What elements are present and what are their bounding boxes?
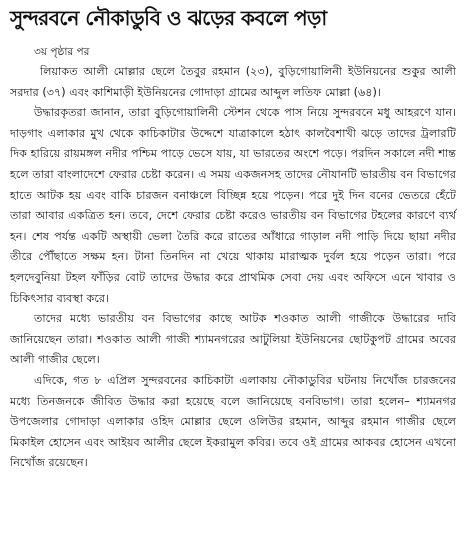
headline: সুন্দরবনে নৌকাডুবি ও ঝড়ের কবলে পড়া bbox=[10, 6, 327, 30]
paragraph: তাদের মধ্যে ভারতীয় বন বিভাগের কাছে আটক শওকাত আলী গাজীকে উদ্ধারের দাবি জানিয়েছেন তারা। শওকাত আলী গাজী শ্যামনগরের আটুলিয়া ইউনিয়নের ছোটকুপট গ্রামের অবের আলী গাজীর ছেলে। bbox=[10, 312, 456, 367]
paragraph: এদিকে, গত ৮ এপ্রিল সুন্দরবনের কাচিকাটা এলাকায় নৌকাডুবির ঘটনায় নিখোঁজ চারজনের মধ্যে তিনজনকে জীবিত উদ্ধার করা হয়েছে বলে জানিয়েছে বনবিভাগ। তারা হলেন– শ্যামনগর উপজেলার গোদাড়া এলাকার ওহিদ মোল্লার ছেলে ওলিউর রহমান, আব্দুর রহমান গাজীর ছেলে মিকাইল হোসেন এবং আইয়ব আলীর ছেলে ইকরামুল কবির। তবে ওই গ্রামের আকবর হোসেন এখনো নিখোঁজ রয়েছেন। bbox=[10, 373, 456, 470]
paragraph: লিয়াকত আলী মোল্লার ছেলে তৈবুর রহমান (২৩), বুড়িগোয়ালিনী ইউনিয়নের শুকুর আলী সরদার (৩৭) এবং কাশিমাড়ী ইউনিয়নের গোদাড়া গ্রামের আব্দুল লতিফ মোল্লা (৬৪)। bbox=[10, 65, 456, 99]
article-body bbox=[10, 62, 456, 474]
continued-from-label: ৩য় পৃষ্ঠার পর bbox=[34, 46, 90, 58]
paragraph: উদ্ধারকৃতরা জানান, তারা বুড়িগোয়ালিনী স্টেশন থেকে পাস নিয়ে সুন্দরবনে মধু আহরণে যান। দাড়গাং এলাকার মুখ থেকে কাচিকাটার উদ্দেশে যাত্রাকালে হঠাৎ কালবৈশাখী ঝড়ে তাদের ট্রলারটি দিক হারিয়ে রায়মঙ্গল নদীর পশ্চিম পাড়ে ভেসে যায়, যা ভারতের অংশে পড়ে। পরদিন সকালে নদী শান্ত হলে তারা বাংলাদেশে ফেরার চেষ্টা করেন। এ সময় একজনসহ তাদের নৌযানটি ভারতীয় বন বিভাগের হাতে আটক হয় এবং বাকি চারজন বনাঞ্চলে বিচ্ছিন্ন হয়ে পড়েন। পরে দুই দিন বনের ভেতরে হেঁটে তারা আবার একত্রিত হন। তবে, দেশে ফেরার চেষ্টা করেও ভারতীয় বন বিভাগের টহলের কারণে ব্যর্থ হন। শেষ পর্যন্ত একটি অস্থায়ী ভেলা তৈরি করে রাতের আঁধারে গাড়াল নদী পাড়ি দিয়ে ছায়া নদীর তীরে পৌঁছাতে সক্ষম হন। টানা তিনদিন না খেয়ে থাকায় মারাত্মক দুর্বল হয়ে পড়েন তারা। পরে হলদেবুনিয়া টহল ফাঁড়ির বোট তাদের উদ্ধার করে প্রাথমিক সেবা দেয় এবং অফিসে এনে খাবার ও চিকিৎসার ব্যবস্থা করে। bbox=[10, 106, 456, 305]
